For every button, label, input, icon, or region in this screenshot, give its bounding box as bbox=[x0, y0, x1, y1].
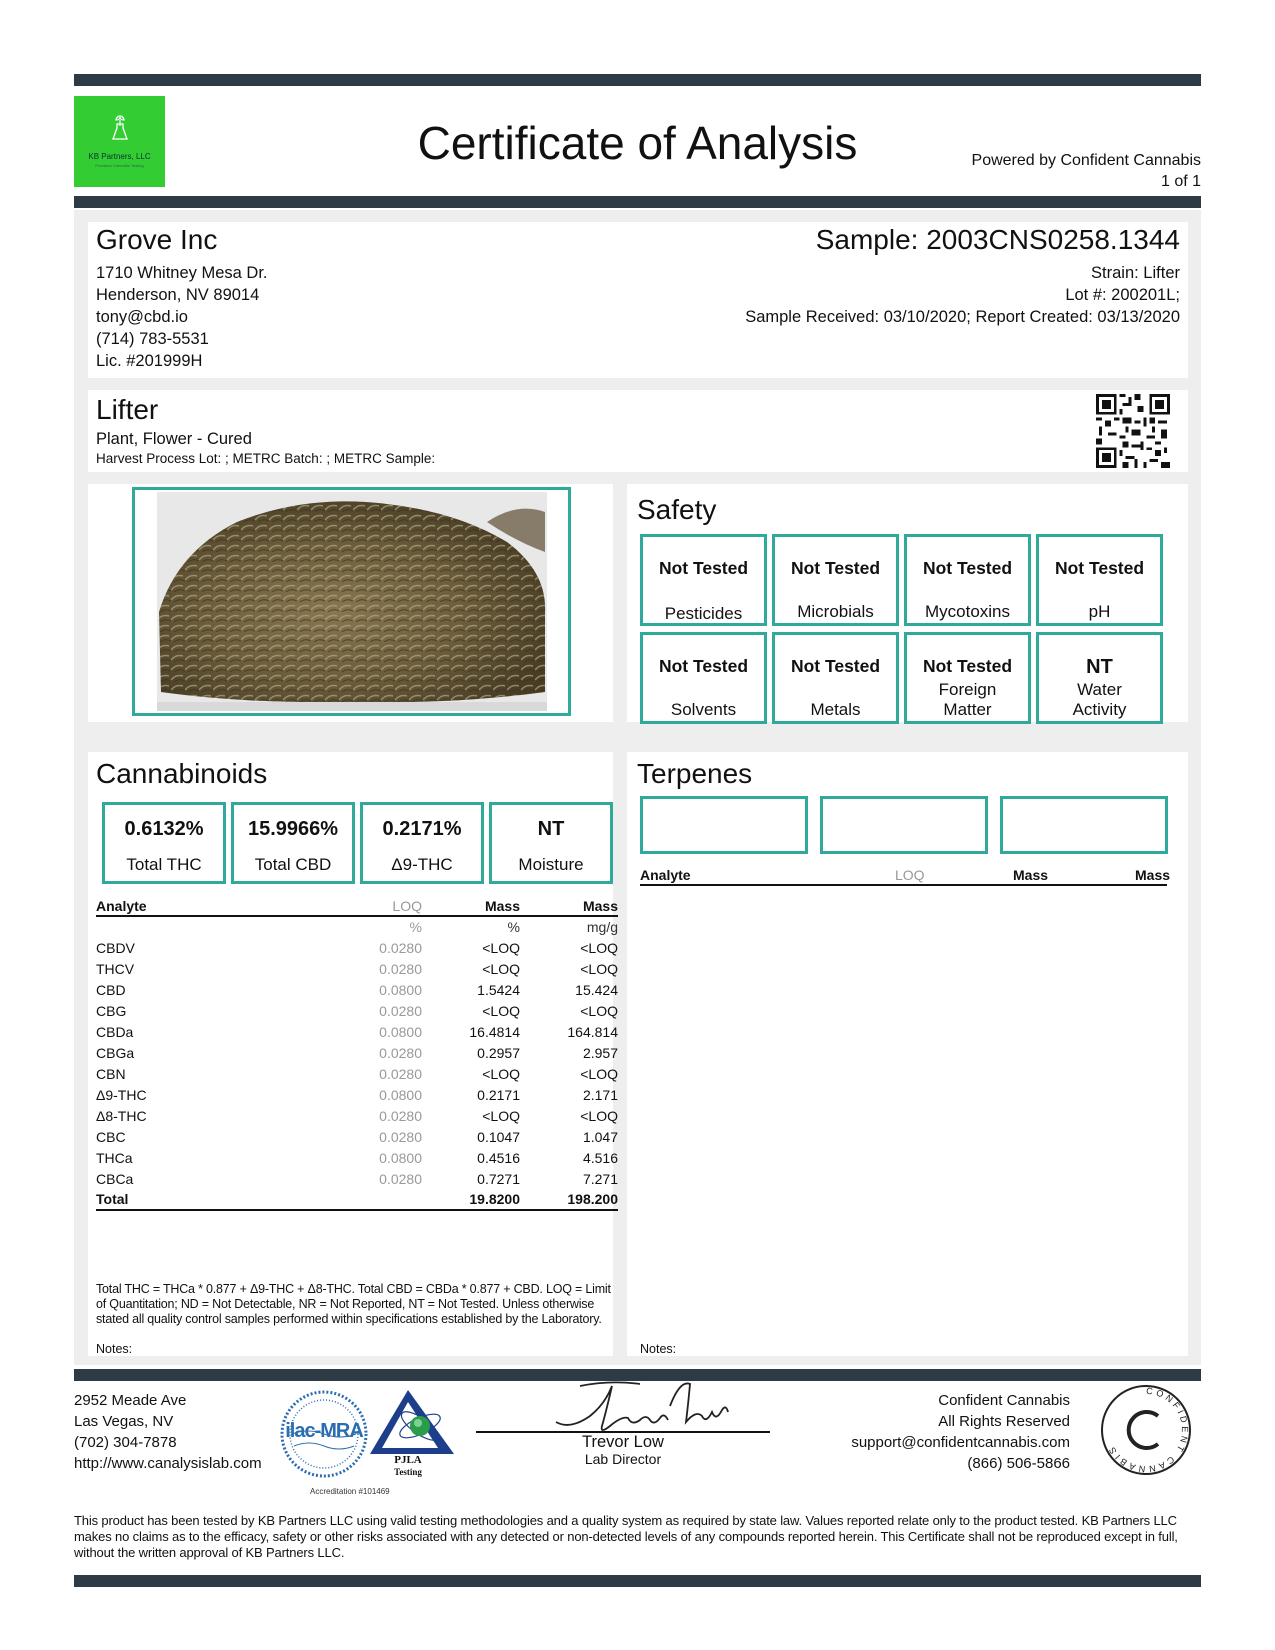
col-analyte: Analyte bbox=[96, 896, 276, 916]
safety-title: Safety bbox=[637, 494, 717, 525]
confident-cannabis-seal bbox=[1100, 1384, 1192, 1476]
product-image-frame bbox=[132, 487, 571, 716]
safety-tile-microbials bbox=[772, 534, 899, 626]
col-loq: LOQ bbox=[276, 896, 422, 916]
director-name: Trevor Low bbox=[582, 1433, 664, 1451]
lab-address-line2: Las Vegas, NV bbox=[74, 1413, 174, 1430]
cannabinoids-title: Cannabinoids bbox=[96, 758, 268, 789]
safety-label-line2: Matter bbox=[943, 700, 992, 719]
safety-tile-mycotoxins bbox=[904, 534, 1031, 626]
safety-status: NT bbox=[1086, 656, 1113, 678]
cc-seal-text: CONFIDENT CANNABIS bbox=[1105, 1385, 1191, 1475]
page-title: Certificate of Analysis bbox=[417, 117, 858, 169]
bottom-bar bbox=[74, 1575, 1201, 1587]
table-row: CBDV 0.0280 <LOQ <LOQ bbox=[96, 939, 618, 956]
safety-status: Not Tested bbox=[922, 656, 1013, 676]
product-image bbox=[157, 492, 547, 711]
total-cbd-tile bbox=[231, 802, 355, 884]
terpenes-col-mass-mgg: Mass bbox=[1135, 867, 1171, 883]
table-row: Δ9-THC 0.0800 0.2171 2.171 bbox=[96, 1086, 618, 1103]
sample-strain: Strain: Lifter bbox=[1091, 264, 1180, 282]
safety-label: Mycotoxins bbox=[924, 602, 1011, 621]
cc-phone: (866) 506-5866 bbox=[967, 1455, 1070, 1472]
table-row: Δ8-THC 0.0280 <LOQ <LOQ bbox=[96, 1107, 618, 1124]
table-row: CBG 0.0280 <LOQ <LOQ bbox=[96, 1002, 618, 1019]
terpenes-col-loq: LOQ bbox=[895, 867, 925, 883]
safety-status: Not Tested bbox=[790, 656, 881, 676]
pjla-label: PJLA bbox=[394, 1454, 422, 1466]
table-row: CBCa 0.0280 0.7271 7.271 bbox=[96, 1170, 618, 1187]
safety-label: Metals bbox=[810, 700, 861, 719]
sample-dates: Sample Received: 03/10/2020; Report Created: 03/13/2020 bbox=[745, 308, 1180, 326]
terpenes-title: Terpenes bbox=[637, 758, 753, 789]
col-mass-mgg: Mass bbox=[520, 896, 618, 916]
d9-thc-value: 0.2171% bbox=[382, 818, 462, 840]
table-row: CBGa 0.0280 0.2957 2.957 bbox=[96, 1044, 618, 1061]
client-name: Grove Inc bbox=[96, 224, 218, 255]
safety-label: Pesticides bbox=[664, 604, 743, 623]
client-sample-panel bbox=[88, 222, 1188, 378]
product-name: Lifter bbox=[96, 394, 159, 425]
client-email: tony@cbd.io bbox=[96, 308, 188, 326]
moisture-value: NT bbox=[537, 818, 565, 840]
terpene-tile-2 bbox=[820, 796, 988, 854]
terpenes-notes: Notes: bbox=[640, 1342, 677, 1356]
pjla-triangle-icon bbox=[368, 1388, 458, 1462]
total-thc-value: 0.6132% bbox=[124, 818, 204, 840]
product-panel bbox=[88, 390, 1188, 472]
ilac-label: ilac-MRA bbox=[285, 1420, 363, 1442]
safety-status: Not Tested bbox=[658, 558, 749, 578]
safety-label-line1: Foreign bbox=[938, 680, 997, 699]
lab-phone: (702) 304-7878 bbox=[74, 1434, 177, 1451]
d9-thc-label: Δ9-THC bbox=[391, 855, 453, 874]
product-batch-info: Harvest Process Lot: ; METRC Batch: ; METRC Sample: bbox=[96, 451, 436, 466]
safety-status: Not Tested bbox=[1054, 558, 1145, 578]
total-thc-tile bbox=[102, 802, 226, 884]
terpenes-col-analyte: Analyte bbox=[640, 867, 691, 883]
safety-label: pH bbox=[1088, 602, 1111, 621]
units-row bbox=[96, 916, 618, 937]
header-bottom-bar bbox=[74, 196, 1201, 208]
sample-lot: Lot #: 200201L; bbox=[1065, 286, 1180, 304]
lab-address-line1: 2952 Meade Ave bbox=[74, 1392, 187, 1409]
unit-mass-mgg: mg/g bbox=[586, 919, 618, 935]
safety-label-line1: Water bbox=[1077, 680, 1122, 699]
safety-label: Microbials bbox=[797, 602, 874, 621]
director-signature bbox=[550, 1376, 730, 1438]
moisture-label: Moisture bbox=[518, 855, 584, 874]
image-panel bbox=[88, 484, 613, 722]
cannabinoids-notes: Notes: bbox=[96, 1342, 133, 1356]
qr-code[interactable] bbox=[1096, 394, 1170, 468]
table-row: THCa 0.0800 0.4516 4.516 bbox=[96, 1149, 618, 1166]
cc-rights: All Rights Reserved bbox=[938, 1413, 1070, 1430]
logo-name: KB Partners, LLC bbox=[88, 152, 151, 161]
cannabinoids-table bbox=[96, 896, 618, 1211]
disclaimer: This product has been tested by KB Partners LLC using valid testing methodologies and a quality system as required by state law. Values reported relate only to the product tested. KB Partners LLC makes no claims as to the efficacy, safety or other risks associated with any detected or non-detected levels of any compounds reported herein. This Certificate shall not be reproduced except in full, without the written approval of KB Partners LLC. bbox=[74, 1513, 1178, 1560]
pjla-sublabel: Testing bbox=[394, 1467, 422, 1477]
unit-loq: % bbox=[409, 919, 422, 935]
pjla-logo bbox=[368, 1388, 458, 1484]
safety-tile-metals bbox=[772, 632, 899, 724]
cc-seal-icon bbox=[1100, 1384, 1192, 1476]
safety-tile-water-activity bbox=[1036, 632, 1163, 724]
client-license: Lic. #201999H bbox=[96, 352, 203, 370]
logo-tagline: Precision Cannabis Testing bbox=[95, 163, 144, 168]
client-phone: (714) 783-5531 bbox=[96, 330, 209, 348]
ilac-mra-logo bbox=[278, 1388, 370, 1480]
safety-label: Solvents bbox=[670, 700, 737, 719]
safety-status: Not Tested bbox=[658, 656, 749, 676]
powered-by: Powered by Confident Cannabis bbox=[971, 152, 1201, 169]
table-row: CBD 0.0800 1.5424 15.424 bbox=[96, 981, 618, 998]
total-cbd-label: Total CBD bbox=[254, 855, 332, 874]
total-row: Total 19.8200 198.200 bbox=[96, 1189, 618, 1210]
safety-tile-ph bbox=[1036, 534, 1163, 626]
terpenes-header-rule bbox=[640, 884, 1167, 886]
table-row: THCV 0.0280 <LOQ <LOQ bbox=[96, 960, 618, 977]
table-row: CBDa 0.0800 16.4814 164.814 bbox=[96, 1023, 618, 1040]
unit-mass-pct: % bbox=[507, 919, 520, 935]
terpene-tile-3 bbox=[1000, 796, 1168, 854]
moisture-tile bbox=[489, 802, 613, 884]
safety-status: Not Tested bbox=[790, 558, 881, 578]
safety-label-line2: Activity bbox=[1072, 700, 1127, 719]
d9-thc-tile bbox=[360, 802, 484, 884]
lab-website-link[interactable]: http://www.canalysislab.com bbox=[74, 1455, 262, 1472]
cc-name: Confident Cannabis bbox=[938, 1392, 1070, 1409]
safety-tile-pesticides bbox=[640, 534, 767, 626]
terpenes-col-mass-pct: Mass bbox=[1013, 867, 1049, 883]
client-address-line1: 1710 Whitney Mesa Dr. bbox=[96, 264, 268, 282]
safety-tile-foreign-matter bbox=[904, 632, 1031, 724]
terpene-tile-1 bbox=[640, 796, 808, 854]
safety-status: Not Tested bbox=[922, 558, 1013, 578]
director-title: Lab Director bbox=[584, 1451, 662, 1467]
cannabinoids-footnote: Total THC = THCa * 0.877 + Δ9-THC + Δ8-THC. Total CBD = CBDa * 0.877 + CBD. LOQ = Limit of Quantitation; ND = Not Detectable, NR = Not Reported, NT = Not Tested. Unless otherwise stated all quality control samples performed within specifications established by the Laboratory. bbox=[96, 1282, 611, 1326]
client-address-line2: Henderson, NV 89014 bbox=[96, 286, 260, 304]
total-thc-label: Total THC bbox=[126, 855, 202, 874]
table-row: CBC 0.0280 0.1047 1.047 bbox=[96, 1128, 618, 1145]
total-cbd-value: 15.9966% bbox=[247, 818, 339, 840]
product-type: Plant, Flower - Cured bbox=[96, 430, 252, 448]
sample-id: Sample: 2003CNS0258.1344 bbox=[815, 224, 1180, 255]
top-bar bbox=[74, 74, 1201, 86]
col-mass-pct: Mass bbox=[422, 896, 520, 916]
cc-support-email[interactable]: support@confidentcannabis.com bbox=[851, 1434, 1070, 1451]
page-number: 1 of 1 bbox=[1160, 173, 1201, 190]
accreditation-number: Accreditation #101469 bbox=[310, 1487, 390, 1496]
safety-tile-solvents bbox=[640, 632, 767, 724]
table-row: CBN 0.0280 <LOQ <LOQ bbox=[96, 1065, 618, 1082]
